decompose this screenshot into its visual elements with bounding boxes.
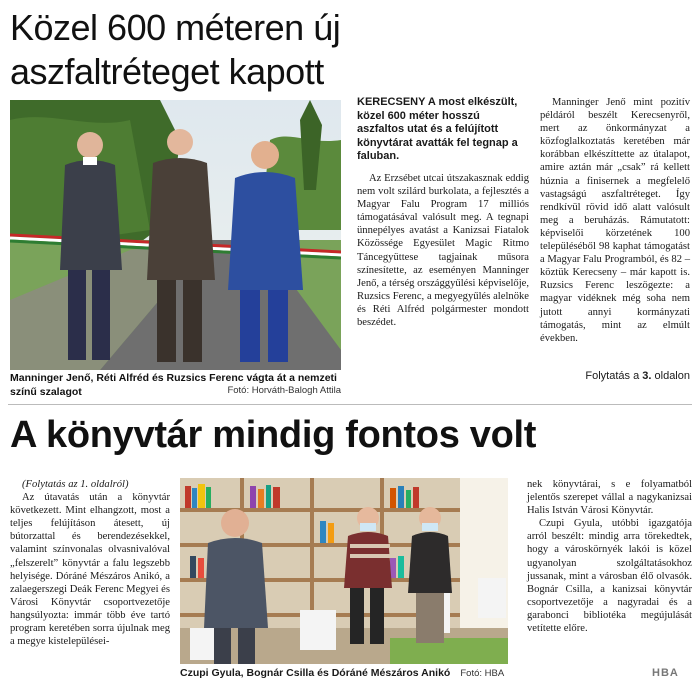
library-illustration [180,478,508,664]
article1-photo-credit: Fotó: Horváth-Balogh Attila [227,385,341,396]
article1-lead [357,96,529,164]
article2-paragraph: Czupi Gyula, utóbbi igazgatója arról beszélt: mindig arra törekedtek, hogy a városkörnyék lakói is közel ugyanolyan szolgáltatásokhoz jussanak, mint a városban élő olvasók. Bognár Csilla, a kanizsai könyvtár csoportvezetője a nagyradai és a garabonci bibliotéka megújulását vetítette előre. [527,518,692,635]
article1-headline-line2: aszfaltréteget kapott [10,51,324,92]
article2-headline: A könyvtár mindig fontos volt [10,414,537,456]
article1-paragraph: Manninger Jenő mint pozitív példáról beszélt Kerecsenyről, mert az önkormányzat a közfoglalkoztatás keretében már korábban elkészíttette az útalapot, amire aztán már „csak” rá kellett húznia a finisernek a megfelelő vastagságú aszfaltréteget. Így rendkívül rövid idő alatt valósult meg a beruházás. Rámutatott: képviselői körzetének 100 településéből 98 kaphat támogatást a Magyar Falu Programból, és 82 – köztük Kerecseny – már kapott is. Ruzsics Ferenc leszögezte: a magyar vidéknek még soha nem jutott annyi kormányzati támogatás, mint az elmúlt években. [540,97,690,344]
ribbon-cutting-illustration [10,100,341,370]
author-signature: HBA [652,667,679,679]
article1-headline-line1: Közel 600 méteren új [10,7,341,48]
article2-paragraph: Az útavatás után a könyvtár következett. Mint elhangzott, most a teljes felújításon átesett, új bútorzattal és berendezésekkel, valamint színvonalas olvasnivalóval „felszerelt” könyvtár a falu legszebb helyisége. Dóráné Mészáros Anikó, a zalaegerszegi Deák Ferenc Megyei és Városi Könyvtár csoportvezetője hangsúlyozta: immár több éve tartó program keretében sorra újulnak meg a megye kistelepülései- [10,492,170,648]
continued-prefix: Folytatás a [585,370,643,382]
article1-column2 [540,96,690,345]
continued-page-number: 3. [642,370,652,382]
article1-lead-place: KERECSENY [357,96,426,108]
article2-column2 [527,478,692,635]
article1-paragraph: Az Erzsébet utcai útszakasznak eddig nem volt szilárd burkolata, a fejlesztés a Magyar Falu Program 17 milliós támogatásával valósult meg. A tegnapi ünnepélyes avatást a Kanizsai Fiatalok Közössége Egyesület Magic Ritmo Táncegyüttese tagjainak műsora színesítette, az eseményen Manninger Jenő, a térség országgyűlési képviselője, Ruzsics Ferenc, a megyegyűlés alelnöke és Réti Alfréd polgármester mondott beszédet. [357,172,529,328]
article1-photo-caption: Manninger Jenő, Réti Alfréd és Ruzsics Ferenc vágta át a nemzeti színű szalagot [10,372,337,398]
article2-caption-text: Czupi Gyula, Bognár Csilla és Dóráné Mészáros Anikó [180,667,451,679]
article2-photo-credit: Fotó: HBA [460,668,505,679]
section-divider [8,404,692,405]
library-photo [180,478,508,664]
article1-lead-text: A most elkészült, közel 600 méter hosszú aszfaltos utat és a felújított könyvtárat avatták fel tegnap a faluban. [357,96,518,163]
article2-paragraph: nek könyvtárai, s e folyamatból jelentős szerepet vállal a nagykanizsai Halis István Városi Könyvtár. [527,479,692,517]
article1-column1 [357,96,529,329]
article2-continued-from: (Folytatás az 1. oldalról) [22,479,129,490]
article2-photo-caption [180,667,508,679]
ribbon-cutting-photo [10,100,341,370]
article1-continued-note [540,370,690,382]
article1-headline [10,6,355,94]
continued-suffix: oldalon [651,370,690,382]
article2-column1 [10,478,170,648]
